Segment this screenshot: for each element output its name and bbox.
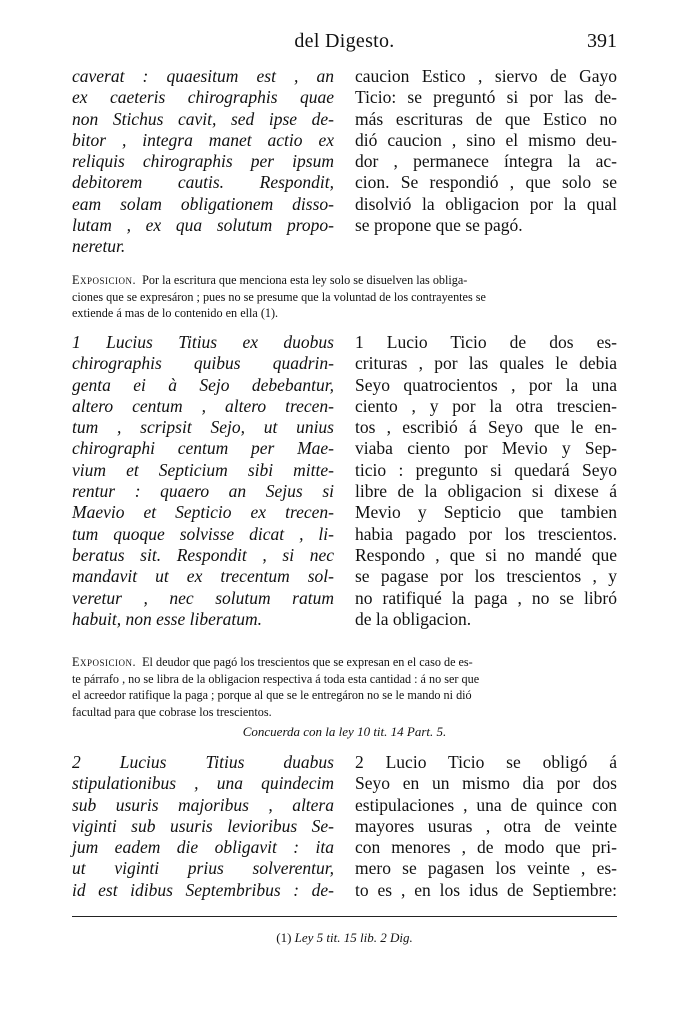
spanish-line: dor , permanece íntegra la ac-: [355, 151, 617, 172]
spanish-line: dió caucion , sino el mismo deu-: [355, 129, 617, 150]
spanish-column: [355, 332, 617, 630]
latin-line: bitor , integra manet actio ex: [72, 129, 334, 150]
concordance-note: [72, 724, 617, 740]
latin-line: sub usuris majoribus , altera: [72, 794, 334, 815]
spanish-line: Mevio y Septicio que tambien: [355, 502, 617, 523]
latin-line: rentur : quaero an Sejus si: [72, 481, 334, 502]
spanish-line: libre de la obligacion si dixese á: [355, 481, 617, 502]
latin-column: [72, 752, 334, 901]
exposicion-text: facultad para que cobrase los trescientos.: [72, 704, 272, 719]
latin-line: tum , scripsit Sejo, ut unius: [72, 417, 334, 438]
latin-line: ex caeteris chirographis quae: [72, 87, 334, 108]
spanish-column: [355, 752, 617, 901]
latin-line: reliquis chirographis per ipsum: [72, 151, 334, 172]
spanish-line: 2 Lucio Ticio se obligó á: [355, 752, 617, 772]
exposicion-text: ciones que se expresáron ; pues no se presume que la voluntad de los contrayentes se: [72, 289, 486, 304]
latin-line: neretur.: [72, 236, 126, 257]
latin-line: beratus sit. Respondit , si nec: [72, 544, 334, 565]
spanish-line: con menores , de modo que pri-: [355, 837, 617, 858]
latin-line: ut viginti prius solverentur,: [72, 858, 334, 879]
spanish-line: de la obligacion.: [355, 608, 472, 629]
latin-line: non Stichus cavit, sed ipse de-: [72, 108, 334, 129]
exposicion-note: [72, 272, 617, 322]
section-2-block: [72, 752, 617, 901]
spanish-line: tos , escribió á Seyo que le en-: [355, 417, 617, 438]
spanish-line: Respondo , que si no mandé que: [355, 544, 617, 565]
spanish-line: estipulaciones , una de quince con: [355, 794, 617, 815]
spanish-line: se propone que se pagó.: [355, 215, 523, 236]
spanish-line: mayores usuras , otra de veinte: [355, 815, 617, 836]
running-head: del Digesto.: [294, 30, 395, 52]
spanish-line: se pagase por los trescientos , y: [355, 566, 617, 587]
spanish-column: [355, 66, 617, 258]
spanish-line: no ratifiqué la paga , no se libró: [355, 587, 617, 608]
section-1-block: [72, 332, 617, 630]
exposicion-label: Exposicion.: [72, 655, 136, 669]
spanish-line: Ticio: se preguntó si por las de-: [355, 87, 617, 108]
latin-line: lutam , ex qua solutum propo-: [72, 215, 334, 236]
spanish-line: crituras , por las quales le debia: [355, 353, 617, 374]
exposicion-label: Exposicion.: [72, 273, 136, 287]
latin-line: genta ei à Sejo debebantur,: [72, 374, 334, 395]
exposicion-text: te párrafo , no se libra de la obligacion respectiva á toda esta cantidad : á no ser que: [72, 671, 480, 686]
latin-line: 1 Lucius Titius ex duobus: [72, 332, 334, 352]
concordance-italic: Concuerda con la ley: [242, 724, 354, 739]
latin-line: Maevio et Septicio ex trecen-: [72, 502, 334, 523]
latin-line: eam solam obligationem disso-: [72, 193, 334, 214]
footnote-text: Ley 5 tit. 15 lib. 2 Dig.: [291, 930, 413, 945]
latin-line: vium et Septicium sibi mitte-: [72, 459, 334, 480]
latin-line: 2 Lucius Titius duabus: [72, 752, 334, 772]
spanish-line: más escrituras de que Estico no: [355, 108, 617, 129]
latin-line: veretur , nec solutum ratum: [72, 587, 334, 608]
spanish-line: Seyo quatrocientos , por la una: [355, 374, 617, 395]
page-number: 391: [587, 30, 617, 52]
spanish-line: viaba ciento por Mevio y Sep-: [355, 438, 617, 459]
latin-line: chirographis quibus quadrin-: [72, 353, 334, 374]
spanish-line: ticio : pregunto si quedará Seyo: [355, 459, 617, 480]
spanish-line: ciento , y por la otra trescien-: [355, 395, 617, 416]
latin-column: [72, 66, 334, 258]
latin-line: caverat : quaesitum est , an: [72, 66, 334, 86]
latin-line: jum eadem die obligavit : ita: [72, 837, 334, 858]
latin-line: chirographi centum per Mae-: [72, 438, 334, 459]
latin-line: id est idibus Septembribus : de-: [72, 879, 334, 900]
spanish-line: to es , en los idus de Septiembre:: [355, 879, 617, 900]
exposicion-note: [72, 654, 617, 720]
footnote: [72, 930, 617, 946]
principium-block: [72, 66, 617, 258]
exposicion-text: el acreedor ratifique la paga ; porque al que se le entregáron no se le mando ni dió: [72, 688, 472, 702]
latin-line: altero centum , altero trecen-: [72, 395, 334, 416]
latin-line: mandavit ut ex trecentum sol-: [72, 566, 334, 587]
latin-line: tum quoque solvisse dicat , li-: [72, 523, 334, 544]
exposicion-text: extiende á mas de lo contenido en ella (1).: [72, 306, 279, 320]
exposicion-text: Por la escritura que menciona esta ley solo se disuelven las obliga-: [142, 273, 468, 287]
spanish-line: 1 Lucio Ticio de dos es-: [355, 332, 617, 352]
latin-line: stipulationibus , una quindecim: [72, 773, 334, 794]
exposicion-text: El deudor que pagó los trescientos que se expresan en el caso de es-: [142, 655, 473, 669]
latin-line: habuit, non esse liberatum.: [72, 608, 263, 629]
spanish-line: Seyo en un mismo dia por dos: [355, 773, 617, 794]
spanish-line: disolvió la obligacion por la qual: [355, 193, 617, 214]
latin-column: [72, 332, 334, 630]
footnote-divider: [72, 916, 617, 917]
latin-line: viginti sub usuris levioribus Se-: [72, 815, 334, 836]
spanish-line: caucion Estico , siervo de Gayo: [355, 66, 617, 86]
page-header: [72, 30, 617, 60]
footnote-marker: (1): [276, 930, 292, 945]
spanish-line: cion. Se respondió , que solo se: [355, 172, 617, 193]
spanish-line: habia pagado por los trescientos.: [355, 523, 617, 544]
latin-line: debitorem cautis. Respondit,: [72, 172, 334, 193]
spanish-line: mero se pagasen los veinte , es-: [355, 858, 617, 879]
concordance-reference: 10 tit. 14 Part. 5.: [353, 724, 447, 739]
